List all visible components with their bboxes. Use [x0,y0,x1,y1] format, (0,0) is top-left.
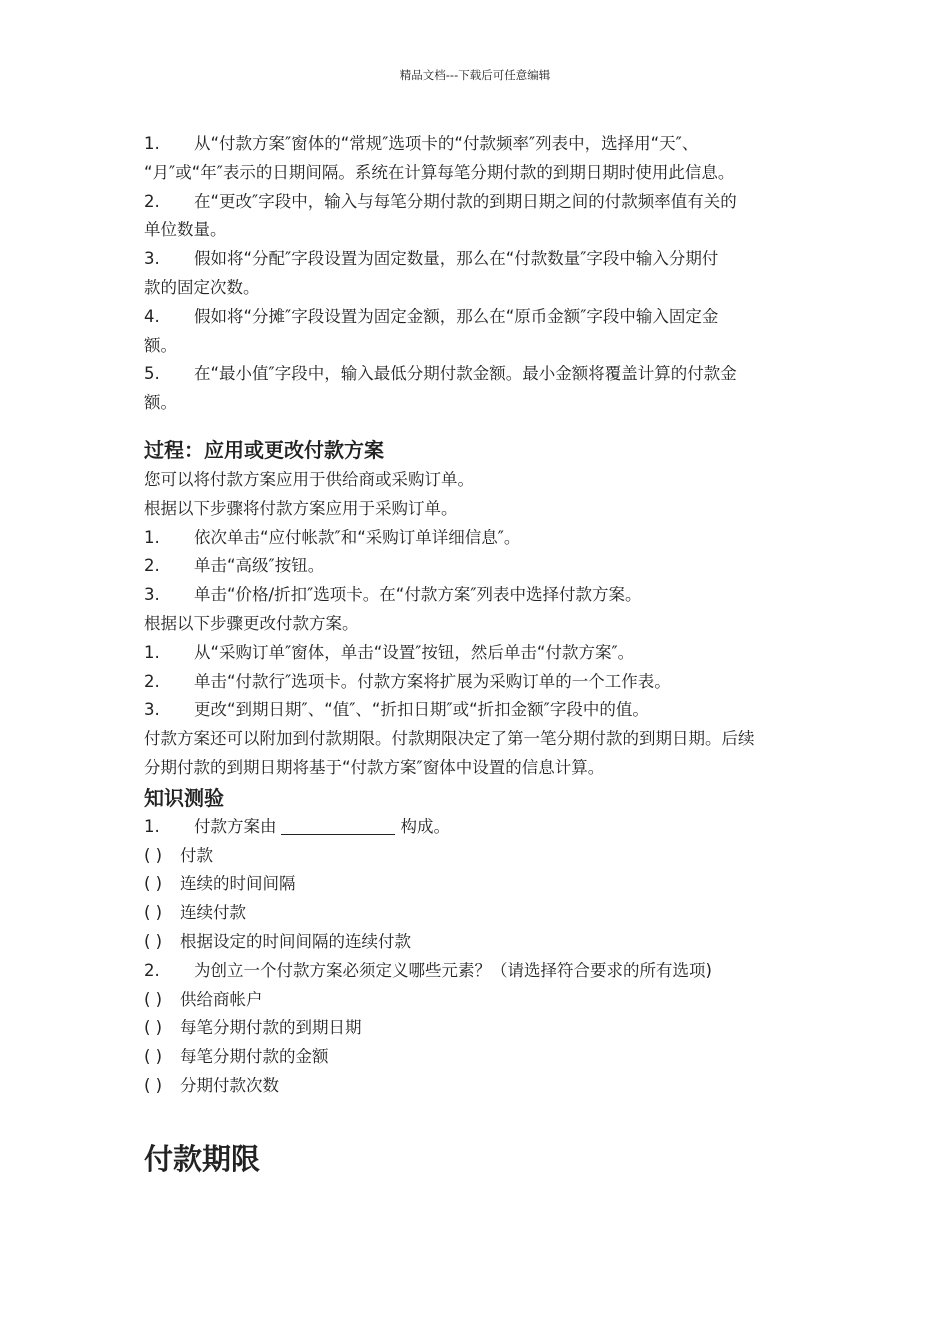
option-text: 连续付款 [180,903,246,923]
option-text: 每笔分期付款的到期日期 [180,1018,362,1038]
list-item [144,245,804,274]
option-checkbox[interactable]: ( ) [144,1047,163,1067]
item-number: 2. [144,191,160,211]
item-number: 4. [144,306,160,326]
item-text: 从“付款方案″窗体的“常规″选项卡的“付款频率″列表中，选择用“天″、 [194,134,699,153]
option-radio[interactable]: ( ) [144,845,163,865]
item-number: 1. [144,527,160,547]
question-text-before: 付款方案由 [194,816,277,836]
item-text: 单击“价格/折扣″选项卡。在“付款方案″列表中选择付款方案。 [194,585,642,605]
quiz-option[interactable] [144,986,804,1015]
item-number: 3. [144,249,160,269]
quiz-option[interactable] [144,842,804,871]
item-number: 3. [144,700,160,720]
option-checkbox[interactable]: ( ) [144,1018,163,1038]
process-note: 分期付款的到期日期将基于“付款方案″窗体中设置的信息计算。 [144,757,605,777]
list-item [144,639,804,668]
quiz-option[interactable] [144,1072,804,1101]
item-number: 3. [144,585,160,605]
quiz-option[interactable] [144,899,804,928]
question-number: 1. [144,816,160,836]
apply-lead: 根据以下步骤将付款方案应用于采购订单。 [144,498,458,518]
option-text: 供给商帐户 [180,989,263,1009]
item-text: 从“采购订单″窗体，单击“设置″按钮，然后单击“付款方案″。 [194,642,635,662]
list-item-continuation: 款的固定次数。 [144,277,260,297]
item-text: 在“最小值″字段中，输入最低分期付款金额。最小金额将覆盖计算的付款金 [194,364,737,384]
document-body [144,130,804,1181]
item-text: 假如将“分摊″字段设置为固定金额，那么在“原币金额″字段中输入固定金 [194,306,719,326]
option-radio[interactable]: ( ) [144,874,163,894]
list-item-continuation: “月″或“年″表示的日期间隔。系统在计算每笔分期付款的到期日期时使用此信息。 [144,162,735,182]
steps-list [144,130,804,418]
list-item [144,188,804,217]
option-text: 分期付款次数 [180,1075,279,1095]
list-item [144,552,804,581]
option-checkbox[interactable]: ( ) [144,989,163,1009]
quiz-option[interactable] [144,870,804,899]
option-radio[interactable]: ( ) [144,903,163,923]
quiz-option[interactable] [144,928,804,957]
quiz-question [144,813,804,842]
item-text: 假如将“分配″字段设置为固定数量，那么在“付款数量″字段中输入分期付 [194,249,719,269]
item-text: 在“更改″字段中，输入与每笔分期付款的到期日期之间的付款频率值有关的 [194,191,737,211]
item-number: 1. [144,642,160,662]
list-item [144,303,804,332]
quiz-option[interactable] [144,1043,804,1072]
item-number: 5. [144,364,160,384]
option-text: 每笔分期付款的金额 [180,1047,329,1067]
list-item-continuation: 额。 [144,335,177,355]
item-number: 2. [144,556,160,576]
option-radio[interactable]: ( ) [144,931,163,951]
list-item [144,524,804,553]
option-text: 连续的时间间隔 [180,874,296,894]
list-item [144,581,804,610]
option-checkbox[interactable]: ( ) [144,1075,163,1095]
quiz-option[interactable] [144,1014,804,1043]
section-title: 付款期限 [144,1141,261,1176]
quiz-heading: 知识测验 [144,785,224,810]
list-item [144,130,804,159]
question-text-after: 构成。 [400,816,450,836]
process-intro: 您可以将付款方案应用于供给商或采购订单。 [144,469,474,489]
page-header: 精品文档---下载后可任意编辑 [399,68,551,82]
process-note: 付款方案还可以附加到付款期限。付款期限决定了第一笔分期付款的到期日期。后续 [144,729,755,749]
option-text: 根据设定的时间间隔的连续付款 [180,931,411,951]
item-text: 依次单击“应付帐款″和“采购订单详细信息″。 [194,527,521,547]
list-item-continuation: 单位数量。 [144,220,227,240]
list-item [144,360,804,389]
list-item-continuation: 额。 [144,393,177,413]
item-text: 更改“到期日期″、“值″、“折扣日期″或“折扣金额″字段中的值。 [194,700,649,720]
option-text: 付款 [180,845,213,865]
question-text: 为创立一个付款方案必须定义哪些元素？（请选择符合要求的所有选项) [194,960,712,980]
item-text: 单击“付款行″选项卡。付款方案将扩展为采购订单的一个工作表。 [194,671,671,691]
quiz-question [144,957,804,986]
process-heading: 过程：应用或更改付款方案 [144,437,384,462]
item-number: 2. [144,671,160,691]
list-item [144,696,804,725]
change-lead: 根据以下步骤更改付款方案。 [144,613,359,633]
item-text: 单击“高级″按钮。 [194,556,325,576]
answer-blank [281,816,395,835]
item-number: 1. [144,134,160,153]
question-number: 2. [144,960,160,980]
list-item [144,668,804,697]
